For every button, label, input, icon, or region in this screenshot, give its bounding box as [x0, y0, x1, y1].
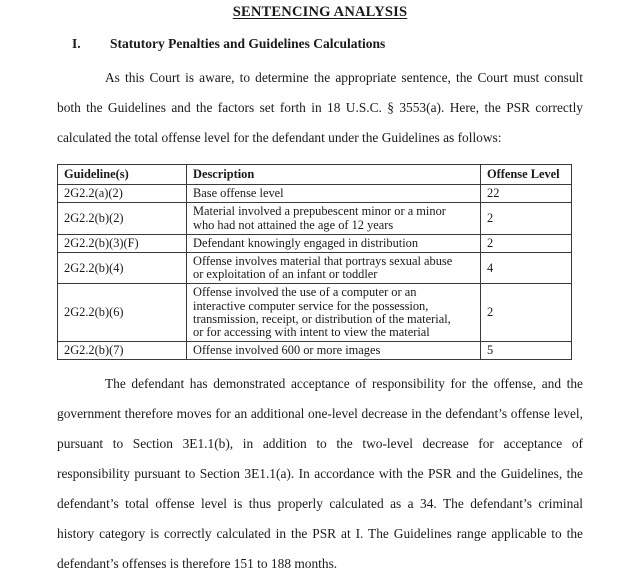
- page-title-text: SENTENCING ANALYSIS: [232, 4, 408, 20]
- cell-description: [187, 203, 481, 234]
- cell-guideline: 2G2.2(a)(2): [58, 185, 187, 203]
- cell-offense-level: 2: [481, 284, 572, 342]
- column-header-guideline: Guideline(s): [58, 165, 187, 185]
- cell-offense-level: 4: [481, 253, 572, 284]
- cell-description-line: Material involved a prepubescent minor or a minor: [193, 204, 446, 219]
- cell-description-line: Defendant knowingly engaged in distribution: [193, 235, 419, 250]
- cell-offense-level: 2: [481, 234, 572, 252]
- cell-description-line: Offense involved the use of a computer or an: [193, 285, 417, 300]
- page-title: [0, 0, 640, 21]
- cell-description-line: or for accessing with intent to view the material: [193, 325, 430, 340]
- table-header: [58, 165, 572, 185]
- cell-description-line: interactive computer service for the possession,: [193, 298, 429, 313]
- cell-description: [187, 253, 481, 284]
- paragraph-intro: As this Court is aware, to determine the appropriate sentence, the Court must consult both the Guidelines and the factors set forth in 18 U.S.C. § 3553(a). Here, the PSR correctly calculated the total offense level for the defendant under the Guidelines as follows:: [57, 70, 583, 145]
- cell-description-line: Offense involves material that portrays sexual abuse: [193, 254, 453, 269]
- table-row: [58, 253, 572, 284]
- cell-description-line: or exploitation of an infant or toddler: [193, 267, 378, 282]
- guidelines-table-wrapper: [0, 153, 640, 360]
- column-header-offense-level: Offense Level: [481, 165, 572, 185]
- cell-description-line: Base offense level: [193, 186, 284, 201]
- paragraph-acceptance: The defendant has demonstrated acceptance of responsibility for the offense, and the government therefore moves for an additional one-level decrease in the defendant’s offense level, pursuant to Section 3E1.1(b), in addition to the two-level decrease for acceptance of responsibility pursuant to Section 3E1.1(a). In accordance with the PSR and the Guidelines, the defendant’s total offense level is thus properly calculated as a 34. The defendant’s criminal history category is correctly calculated in the PSR at I. The Guidelines range applicable to the defendant’s offenses is therefore 151 to 188 months.: [57, 376, 583, 572]
- cell-description: [187, 185, 481, 203]
- section-heading-text: Statutory Penalties and Guidelines Calculations: [110, 36, 386, 51]
- cell-description: [187, 342, 481, 360]
- column-header-description: Description: [187, 165, 481, 185]
- body-paragraph-2-wrapper: [0, 360, 640, 579]
- table-header-row: [58, 165, 572, 185]
- cell-guideline: 2G2.2(b)(6): [58, 284, 187, 342]
- cell-description-line: transmission, receipt, or distribution of the material,: [193, 311, 451, 326]
- cell-description: [187, 234, 481, 252]
- cell-offense-level: 22: [481, 185, 572, 203]
- cell-guideline: 2G2.2(b)(2): [58, 203, 187, 234]
- guidelines-table: [57, 164, 572, 360]
- cell-guideline: 2G2.2(b)(4): [58, 253, 187, 284]
- body-paragraph-1-wrapper: [0, 52, 640, 153]
- cell-description: [187, 284, 481, 342]
- section-heading: [0, 21, 640, 52]
- cell-offense-level: 2: [481, 203, 572, 234]
- table-row: [58, 203, 572, 234]
- table-row: [58, 284, 572, 342]
- cell-description-line: who had not attained the age of 12 years: [193, 217, 394, 232]
- cell-offense-level: 5: [481, 342, 572, 360]
- table-body: [58, 185, 572, 360]
- section-number: I.: [72, 36, 81, 51]
- cell-description-line: Offense involved 600 or more images: [193, 343, 381, 358]
- table-row: [58, 185, 572, 203]
- table-row: [58, 234, 572, 252]
- cell-guideline: 2G2.2(b)(7): [58, 342, 187, 360]
- table-row: [58, 342, 572, 360]
- cell-guideline: 2G2.2(b)(3)(F): [58, 234, 187, 252]
